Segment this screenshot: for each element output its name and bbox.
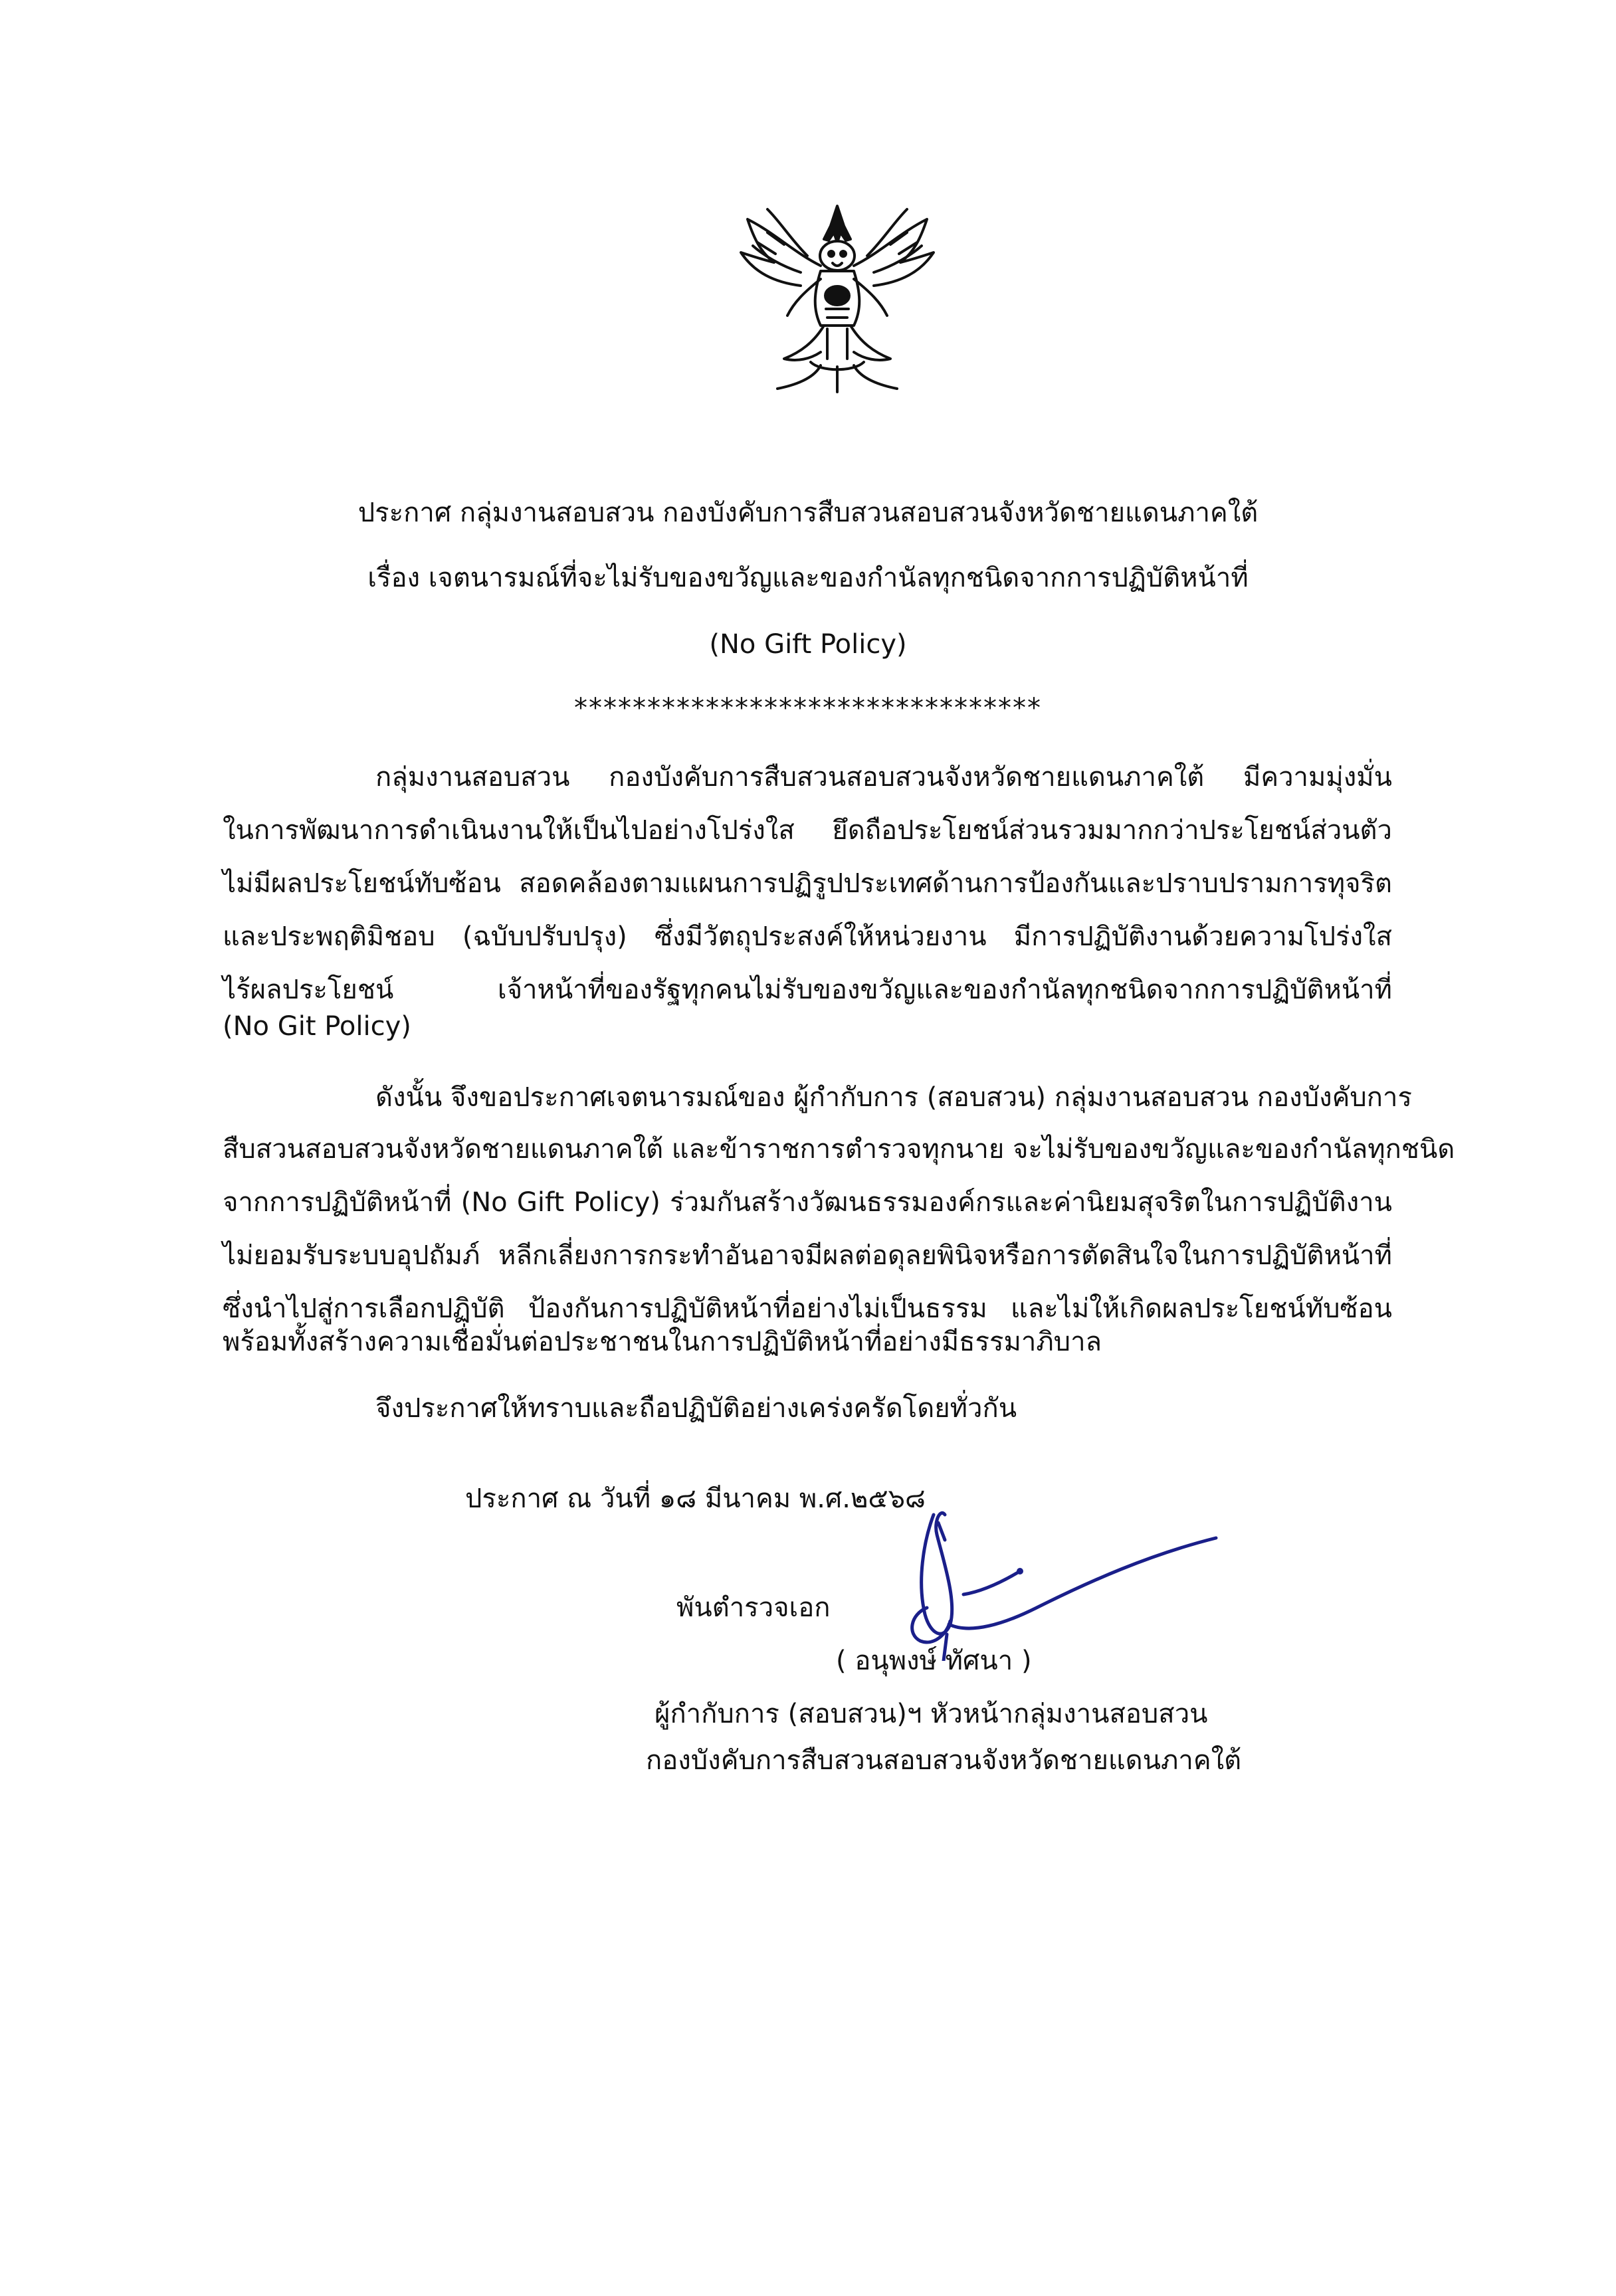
- closing-statement: จึงประกาศให้ทราบและถือปฏิบัติอย่างเคร่งครัดโดยทั่วกัน: [375, 1393, 1017, 1424]
- garuda-emblem: [728, 193, 947, 399]
- paragraph-1-line: (No Git Policy): [223, 1011, 411, 1042]
- paragraph-2-line: ซึ่งนำไปสู่การเลือกปฏิบัติ ป้องกันการปฏิบัติหน้าที่อย่างไม่เป็นธรรม และไม่ให้เกิดผลประโยชน์ทับซ้อน: [223, 1293, 1392, 1324]
- paragraph-1-line: ไม่มีผลประโยชน์ทับซ้อน สอดคล้องตามแผนการปฏิรูปประเทศด้านการป้องกันและปราบปรามการทุจริต: [223, 868, 1392, 899]
- handwritten-signature: [870, 1482, 1302, 1661]
- signer-name: ( อนุพงษ์ ทัศนา ): [836, 1646, 1032, 1676]
- signer-position: ผู้กำกับการ (สอบสวน)ฯ หัวหน้ากลุ่มงานสอบสวน: [655, 1699, 1208, 1729]
- signer-unit: กองบังคับการสืบสวนสอบสวนจังหวัดชายแดนภาคใต้: [646, 1745, 1242, 1776]
- separator: ********************************: [574, 693, 1042, 723]
- announcement-subject: เรื่อง เจตนารมณ์ที่จะไม่รับของขวัญและของกำนัลทุกชนิดจากการปฏิบัติหน้าที่: [367, 563, 1249, 593]
- paragraph-2-line: พร้อมทั้งสร้างความเชื่อมั่นต่อประชาชนในการปฏิบัติหน้าที่อย่างมีธรรมาภิบาล: [223, 1327, 1102, 1357]
- paragraph-1-line: ไร้ผลประโยชน์ เจ้าหน้าที่ของรัฐทุกคนไม่รับของขวัญและของกำนัลทุกชนิดจากการปฏิบัติหน้าที่: [223, 975, 1392, 1005]
- paragraph-1-line: กลุ่มงานสอบสวน กองบังคับการสืบสวนสอบสวนจังหวัดชายแดนภาคใต้ มีความมุ่งมั่น: [375, 762, 1392, 793]
- paragraph-1-line: และประพฤติมิชอบ (ฉบับปรับปรุง) ซึ่งมีวัตถุประสงค์ให้หน่วยงาน มีการปฏิบัติงานด้วยความโปร่งใส: [223, 921, 1392, 952]
- paragraph-2-line: สืบสวนสอบสวนจังหวัดชายแดนภาคใต้ และข้าราชการตำรวจทุกนาย จะไม่รับของขวัญและของกำนัลทุกชนิด: [223, 1134, 1455, 1165]
- policy-name: (No Gift Policy): [709, 629, 907, 660]
- paragraph-1-line: ในการพัฒนาการดำเนินงานให้เป็นไปอย่างโปร่งใส ยึดถือประโยชน์ส่วนรวมมากกว่าประโยชน์ส่วนตัว: [223, 815, 1392, 846]
- announcement-title: ประกาศ กลุ่มงานสอบสวน กองบังคับการสืบสวนสอบสวนจังหวัดชายแดนภาคใต้: [357, 498, 1259, 528]
- paragraph-2-line: ดังนั้น จึงขอประกาศเจตนารมณ์ของ ผู้กำกับการ (สอบสวน) กลุ่มงานสอบสวน กองบังคับการ: [375, 1082, 1412, 1113]
- paragraph-2-line: ไม่ยอมรับระบบอุปถัมภ์ หลีกเลี่ยงการกระทำอันอาจมีผลต่อดุลยพินิจหรือการตัดสินใจในการปฏิบัติหน้าที่: [223, 1240, 1392, 1271]
- signer-rank: พันตำรวจเอก: [676, 1592, 831, 1623]
- announcement-date: ประกาศ ณ วันที่ ๑๘ มีนาคม พ.ศ.๒๕๖๘: [465, 1483, 926, 1514]
- paragraph-2-line: จากการปฏิบัติหน้าที่ (No Gift Policy) ร่วมกันสร้างวัฒนธรรมองค์กรและค่านิยมสุจริตในการปฏิบัติงาน: [223, 1187, 1392, 1218]
